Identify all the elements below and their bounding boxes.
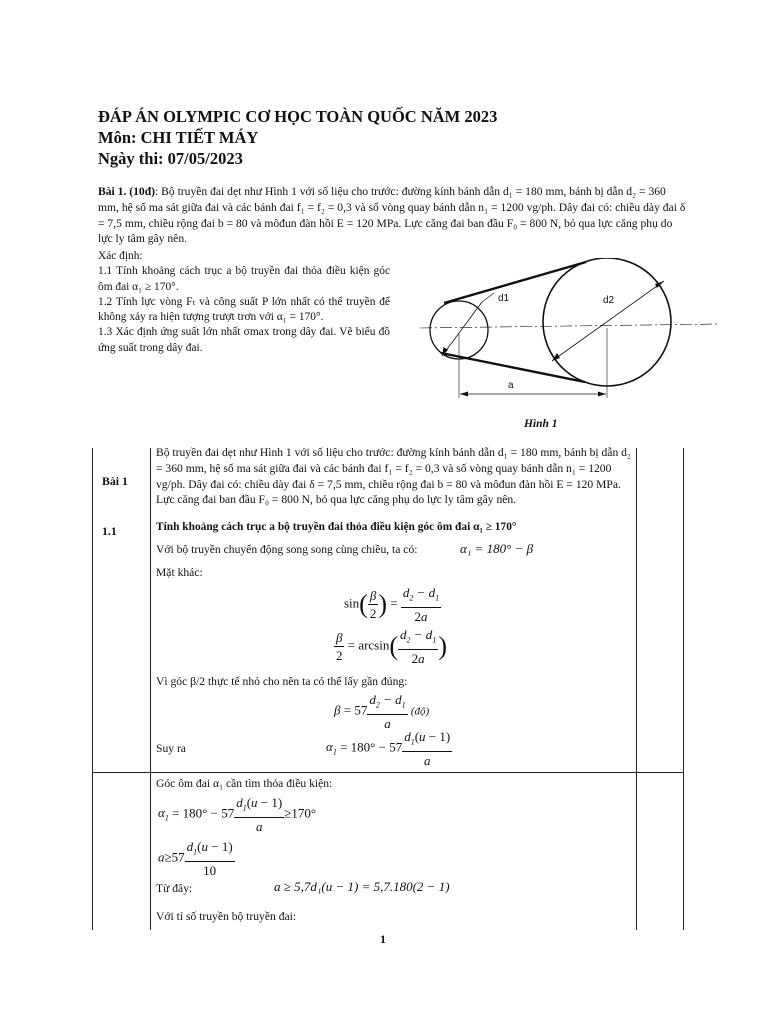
problem-statement <box>98 184 686 247</box>
parallel-drive-text: Với bộ truyền chuyển động song song cùng chiều, ta có: <box>156 543 418 556</box>
belt-top <box>444 262 586 303</box>
label-d2: d2 <box>603 295 615 306</box>
other-side-text: Mặt khác: <box>156 566 203 579</box>
page-number: 1 <box>380 932 386 946</box>
approximation-text: Vì góc β/2 thực tế nhỏ cho nên ta có thể lấy gần đúng: <box>156 675 408 688</box>
label-a: a <box>508 380 514 391</box>
eq-alpha-beta: α₁ = 180° − β <box>460 541 534 556</box>
eq-beta-approx: β = 57 $\frac{d_2 - d_1}{a}$ (độ) <box>334 692 430 731</box>
infer-text: Suy ra <box>156 742 186 755</box>
section-1-1-heading: Tính khoảng cách trục a bộ truyền đai thỏa điều kiện góc ôm đai α₁ ≥ 170° <box>156 521 517 533</box>
task-1-3: 1.3 Xác định ứng suất lớn nhất σmax trong dây đai. Vẽ biểu đồ ứng suất trong dây đai. <box>98 326 390 354</box>
document-subject: Môn: CHI TIẾT MÁY <box>98 128 259 147</box>
tasks-list <box>98 249 390 356</box>
eq-alpha-condition: $\alpha_1 = 180^\circ - 57$ $\frac{d_1(u - 1)}{a}$ ≥170° <box>158 795 317 834</box>
eq-sin-beta: sin( $\frac{\beta}{2}$ ) = $\frac{d_2 - d_1}{2a}$ <box>344 585 440 624</box>
row-label-bai-1: Bài 1 <box>102 474 128 488</box>
problem-text: : Bộ truyền đai dẹt như Hình 1 với số liệu cho trước: đường kính bánh dẫn d₁ = 180 mm, bánh bị dẫn d₂ = 360 mm, hệ số ma sát giữa đai và các bánh đai f₁ = f₂ = 0,3 và số vòng quay bánh dẫn n₁ = 1200 vg/ph. Dây đai có: chiều dày đai δ = 7,5 mm, chiều rộng đai b = 80 và môđun đàn hồi E = 120 MPa. Lực căng đai ban đầu F₀ = 800 N, bỏ qua lực căng phụ do lực ly tâm gây nên. <box>98 185 686 246</box>
eq-a-numeric: a ≥ 5,7d₁(u − 1) = 5,7.180(2 − 1) <box>274 879 450 894</box>
task-1-1: 1.1 Tính khoảng cách trục a bộ truyền đai thỏa điều kiện góc ôm đai α₁ ≥ 170°. <box>98 265 390 293</box>
belt-drive-figure <box>420 258 720 408</box>
d1-dimension <box>442 302 482 356</box>
eq-arcsin: $\frac{\beta}{2}$ = arcsin( $\frac{d_2 - d_1}{2a}$ ) <box>335 627 447 666</box>
document-title: ĐÁP ÁN OLYMPIC CƠ HỌC TOÀN QUỐC NĂM 2023 <box>98 107 498 126</box>
condition-text: Góc ôm đai α₁ cần tìm thỏa điều kiện: <box>156 777 333 790</box>
row-label-1-1: 1.1 <box>102 524 117 538</box>
solution-table <box>92 438 684 930</box>
ratio-text: Với tỉ số truyền bộ truyền đai: <box>156 910 297 923</box>
d2-dimension <box>552 281 664 361</box>
eq-alpha-result: $\alpha_1 = 180^\circ - 57$ $\frac{d_1(u - 1)}{a}$ <box>326 729 451 768</box>
task-1-2: 1.2 Tính lực vòng Fₜ và công suất P lớn nhất có thể truyền để không xảy ra hiện tượng trượt trơn với α₁ = 170°. <box>98 295 390 324</box>
document-header <box>98 106 497 169</box>
from-here-text: Từ đây: <box>156 882 193 895</box>
figure-caption: Hình 1 <box>524 418 558 430</box>
document-date: Ngày thi: 07/05/2023 <box>98 149 243 168</box>
degree-unit: (độ) <box>410 705 430 718</box>
belt-bottom <box>441 353 585 382</box>
d1-leader <box>482 293 494 302</box>
eq-a-bound: a≥57 $\frac{d_1(u - 1)}{10}$ <box>158 839 233 878</box>
tasks-heading: Xác định: <box>98 250 143 262</box>
problem-label: Bài 1. (10đ) <box>98 185 156 198</box>
label-d1: d1 <box>498 293 510 304</box>
problem-restatement: Bộ truyền đai dẹt như Hình 1 với số liệu cho trước: đường kính bánh dẫn d₁ = 180 mm, bánh bị dẫn d₂ = 360 mm, hệ số ma sát giữa đai và các bánh đai f₁ = f₂ = 0,3 và số vòng quay bánh dẫn n₁ = 1200 vg/ph. Dây đai có: chiều dày đai δ = 7,5 mm, chiều rộng đai b = 80 và môđun đàn hồi E = 120 MPa. Lực căng đai ban đầu F₀ = 800 N, bỏ qua lực căng phụ do lực ly tâm gây nên. <box>156 446 631 507</box>
